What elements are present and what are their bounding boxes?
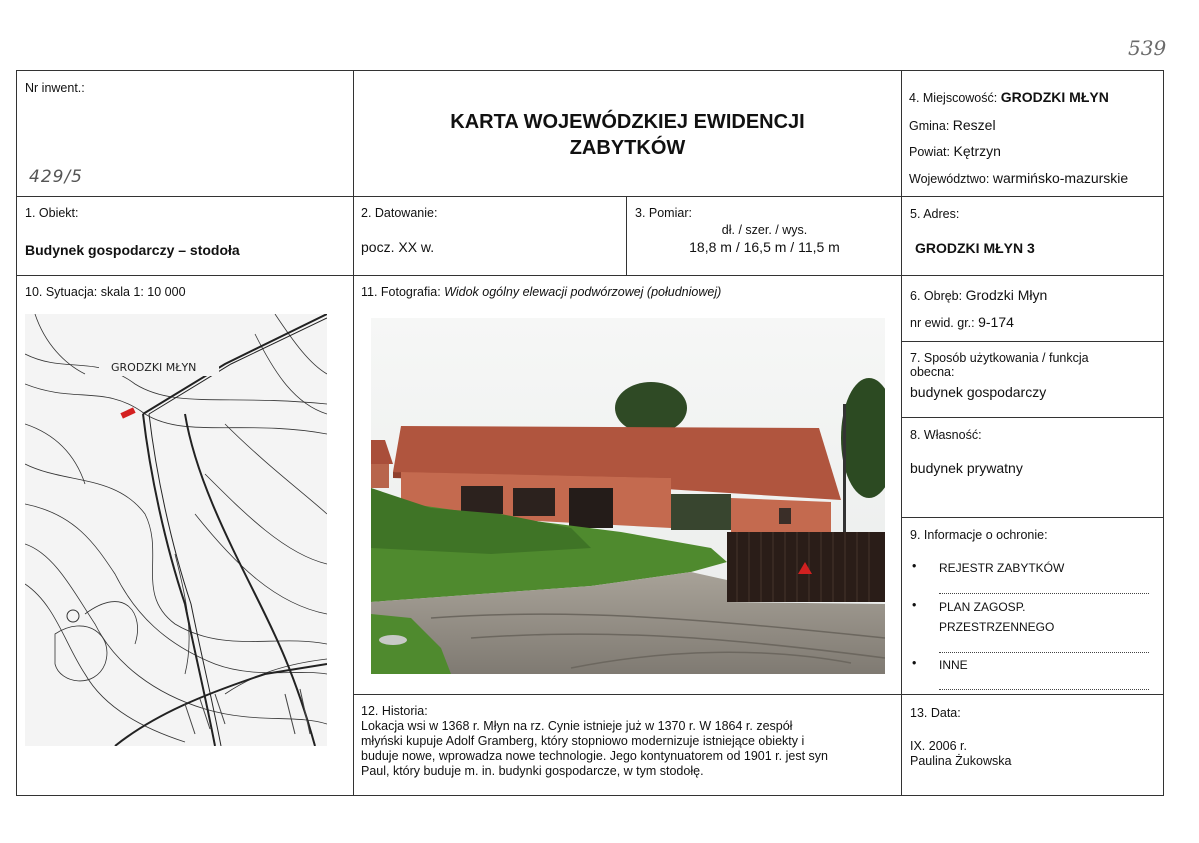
history-cell [354, 695, 902, 796]
ownership-cell [902, 418, 1164, 518]
bullet-registry: • [912, 559, 917, 573]
voivodeship-row: Województwo: warmińsko-mazurskie [909, 170, 1129, 186]
date-value: IX. 2006 r. Paulina Żukowska [910, 739, 1012, 768]
measure-value: 18,8 m / 16,5 m / 11,5 m [689, 239, 840, 255]
situation-cell [17, 276, 354, 796]
photo-caption: 11. Fotografia: Widok ogólny elewacji podwórzowej (południowej) [361, 285, 722, 299]
parcel-row: nr ewid. gr.: 9-174 [910, 314, 1014, 330]
obreb-cell [902, 276, 1164, 342]
dotted-line [939, 651, 1149, 653]
card-title: KARTA WOJEWÓDZKIEJ EWIDENCJI ZABYTKÓW [450, 111, 805, 159]
page-number: 539 [1128, 36, 1167, 60]
inventory-label: Nr inwent.: [25, 81, 85, 95]
photo-cell [354, 276, 902, 695]
map-place-label: GRODZKI MŁYN [111, 361, 197, 374]
date-cell [902, 695, 1164, 796]
address-cell [902, 197, 1164, 276]
protection-plan-2: PRZESTRZENNEGO [939, 620, 1055, 634]
object-cell [17, 197, 354, 276]
date-label: 13. Data: [910, 706, 961, 720]
inventory-cell [17, 71, 354, 197]
situation-map [25, 314, 327, 746]
dating-label: 2. Datowanie: [361, 206, 438, 220]
measure-cell [627, 197, 902, 276]
protection-registry: REJESTR ZABYTKÓW [939, 561, 1065, 575]
dotted-line [939, 592, 1149, 594]
history-text: 12. Historia: Lokacja wsi w 1368 r. Młyn na rz. Cynie istnieje już w 1370 r. W 1864 r. zespół młyński kupuje Adolf Gramberg, który stopniowo modernizuje istniejące obiekty i buduje nowe, wprowadza nowe technologie. Jego kontynuatorem od 1901 r. jest syn Paul, który buduje m. in. budynki gospodarcze, w tym stodołę. [361, 704, 828, 778]
use-label: 7. Sposób użytkowania / funkcja obecna: [910, 351, 1089, 379]
ownership-label: 8. Własność: [910, 428, 982, 442]
protection-other: INNE [939, 658, 968, 672]
record-card [16, 70, 1164, 796]
dotted-line [939, 688, 1149, 690]
protection-cell [902, 518, 1164, 695]
locality-row: 4. Miejscowość: GRODZKI MŁYN [909, 89, 1109, 105]
use-value: budynek gospodarczy [910, 384, 1047, 400]
address-value: GRODZKI MŁYN 3 [915, 240, 1035, 256]
bullet-plan: • [912, 598, 917, 612]
ownership-value: budynek prywatny [910, 460, 1023, 476]
obreb-row: 6. Obręb: Grodzki Młyn [910, 287, 1048, 303]
address-label: 5. Adres: [910, 207, 960, 221]
barn-photo [371, 318, 885, 674]
bullet-other: • [912, 656, 917, 670]
situation-label: 10. Sytuacja: skala 1: 10 000 [25, 285, 186, 299]
title-cell [354, 71, 902, 197]
object-value: Budynek gospodarczy – stodoła [25, 242, 240, 258]
inventory-handwritten-number: 429/5 [29, 167, 83, 187]
protection-label: 9. Informacje o ochronie: [910, 528, 1048, 542]
locality-cell [902, 71, 1164, 197]
powiat-row: Powiat: Kętrzyn [909, 143, 1001, 159]
protection-plan: PLAN ZAGOSP. [939, 600, 1026, 614]
dating-value: pocz. XX w. [361, 239, 435, 255]
use-cell [902, 342, 1164, 418]
gmina-row: Gmina: Reszel [909, 117, 996, 133]
dating-cell [354, 197, 627, 276]
measure-label: 3. Pomiar: [635, 206, 692, 220]
object-label: 1. Obiekt: [25, 206, 79, 220]
measure-units: dł. / szer. / wys. [721, 223, 808, 237]
